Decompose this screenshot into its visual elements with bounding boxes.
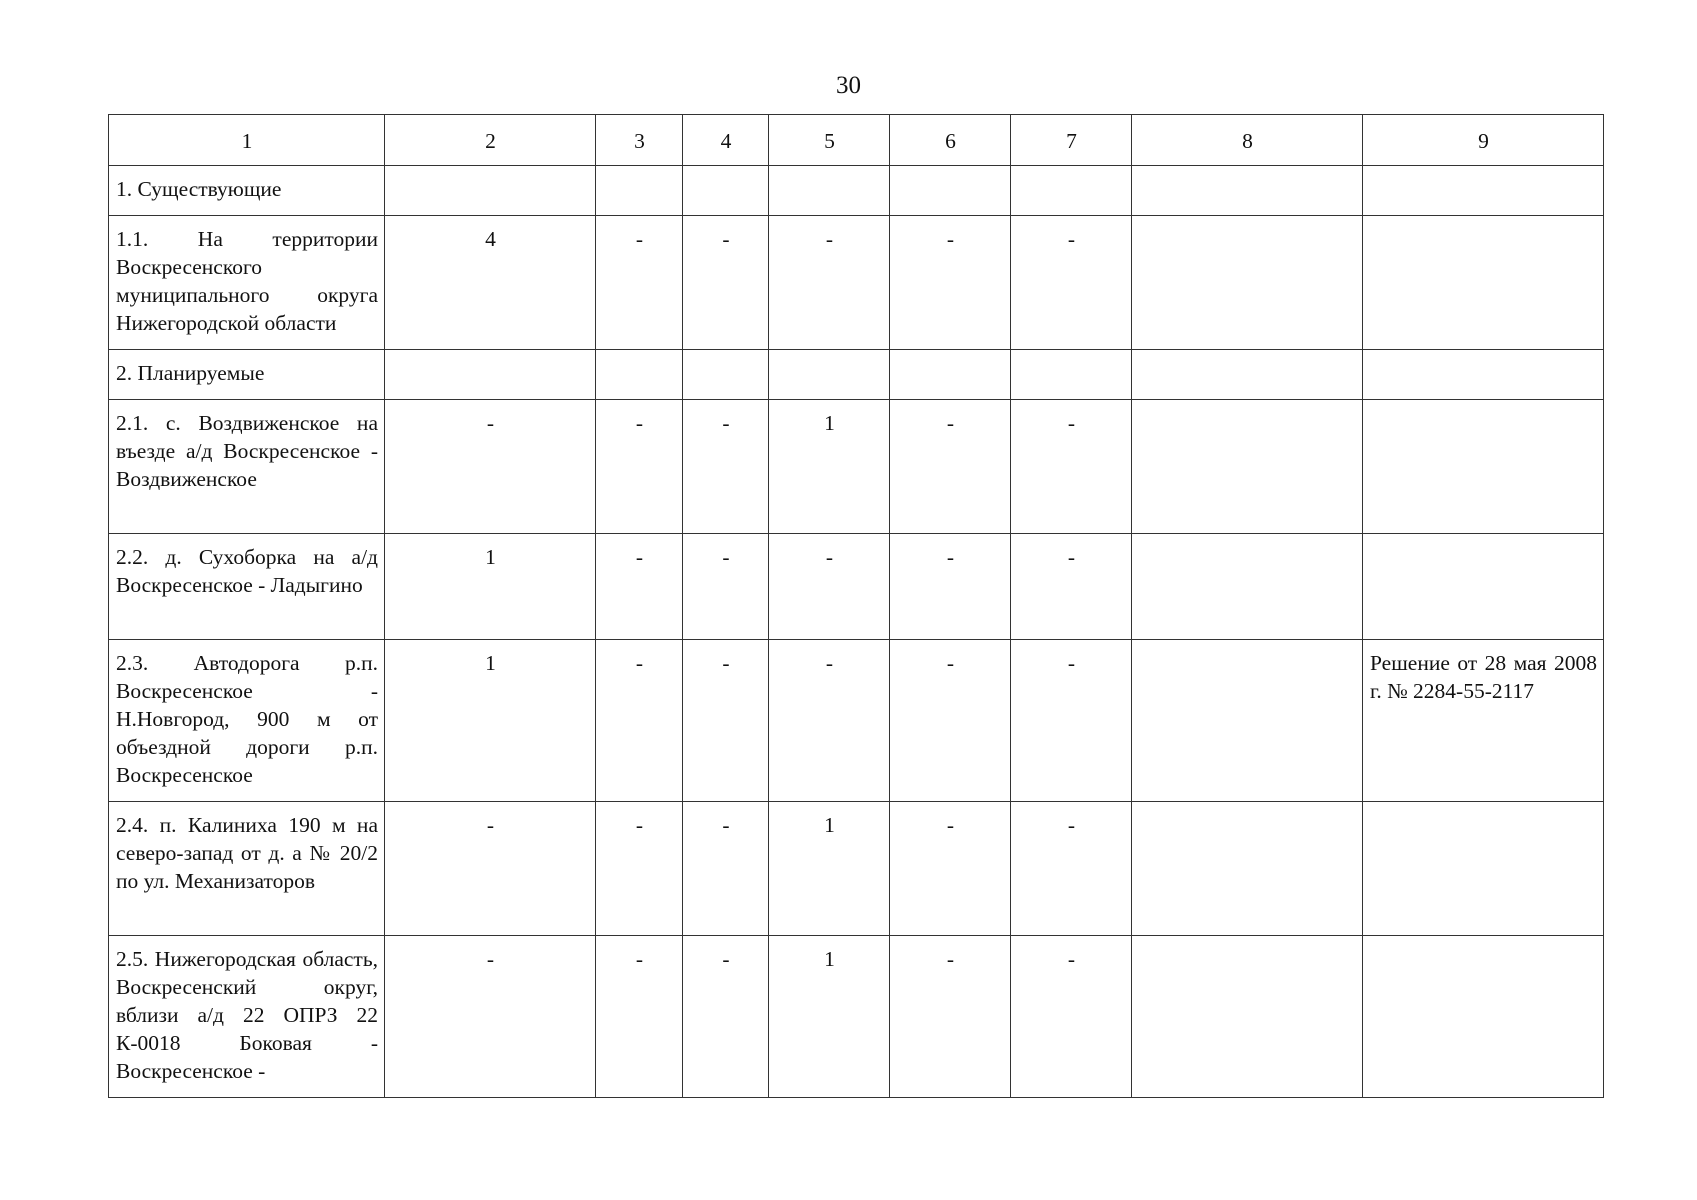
table-cell-col-9 — [1363, 802, 1604, 936]
table-cell-col-9 — [1363, 350, 1604, 400]
table-cell-col-4: - — [683, 216, 769, 350]
header-cell-4: 4 — [683, 115, 769, 166]
table-cell-col-8 — [1132, 802, 1363, 936]
header-cell-7: 7 — [1011, 115, 1132, 166]
table-row — [109, 640, 1604, 802]
table-cell-col-5 — [769, 350, 890, 400]
table-cell-col-5: 1 — [769, 936, 890, 1098]
table-cell-col-2: 1 — [385, 640, 596, 802]
table-cell-col-1: 2. Планируемые — [109, 350, 385, 400]
table-cell-col-2: 4 — [385, 216, 596, 350]
table-row — [109, 802, 1604, 936]
table-cell-col-1: 2.4. п. Калиниха 190 м на северо-запад от д. а № 20/2 по ул. Механизаторов — [109, 802, 385, 936]
table-cell-col-3: - — [596, 640, 683, 802]
page-number: 30 — [836, 72, 861, 99]
table-cell-col-7: - — [1011, 216, 1132, 350]
table-cell-col-3: - — [596, 216, 683, 350]
table-cell-col-5: - — [769, 640, 890, 802]
table-cell-col-8 — [1132, 936, 1363, 1098]
table-cell-col-3: - — [596, 400, 683, 534]
table-cell-col-8 — [1132, 216, 1363, 350]
header-cell-1: 1 — [109, 115, 385, 166]
table-cell-col-2: - — [385, 802, 596, 936]
table-cell-col-2: - — [385, 936, 596, 1098]
table-row — [109, 936, 1604, 1098]
table-cell-col-4 — [683, 350, 769, 400]
table-cell-col-6: - — [890, 534, 1011, 640]
table-cell-col-4: - — [683, 534, 769, 640]
table-cell-col-8 — [1132, 166, 1363, 216]
table-cell-col-4: - — [683, 936, 769, 1098]
table-cell-col-5: - — [769, 216, 890, 350]
header-cell-5: 5 — [769, 115, 890, 166]
table-cell-col-3: - — [596, 534, 683, 640]
table-cell-col-4 — [683, 166, 769, 216]
table-cell-col-6: - — [890, 640, 1011, 802]
table-cell-col-1: 2.5. Нижегородская область, Воскресенский округ, вблизи а/д 22 ОПРЗ 22 К-0018 Боковая - Воскресенское - — [109, 936, 385, 1098]
table-cell-col-9 — [1363, 216, 1604, 350]
table-cell-col-2 — [385, 166, 596, 216]
table-cell-col-1: 1.1. На территории Воскресенского муниципального округа Нижегородской области — [109, 216, 385, 350]
table-cell-col-2 — [385, 350, 596, 400]
table-row — [109, 166, 1604, 216]
table-cell-col-6 — [890, 350, 1011, 400]
header-cell-8: 8 — [1132, 115, 1363, 166]
table-cell-col-6: - — [890, 802, 1011, 936]
table-cell-col-8 — [1132, 640, 1363, 802]
table-cell-col-7: - — [1011, 534, 1132, 640]
table-cell-col-9: Решение от 28 мая 2008 г. № 2284-55-2117 — [1363, 640, 1604, 802]
table-cell-col-5: 1 — [769, 802, 890, 936]
table-cell-col-6 — [890, 166, 1011, 216]
table-cell-col-5: 1 — [769, 400, 890, 534]
table-cell-col-9 — [1363, 534, 1604, 640]
table-cell-col-2: 1 — [385, 534, 596, 640]
table-cell-col-9 — [1363, 166, 1604, 216]
table-cell-col-4: - — [683, 802, 769, 936]
table-cell-col-7 — [1011, 166, 1132, 216]
table-cell-col-5: - — [769, 534, 890, 640]
table-cell-col-1: 2.3. Автодорога р.п. Воскресенское - Н.Новгород, 900 м от объездной дороги р.п. Воскресенское — [109, 640, 385, 802]
table-cell-col-7 — [1011, 350, 1132, 400]
table-row — [109, 216, 1604, 350]
table-cell-col-7: - — [1011, 400, 1132, 534]
table-cell-col-5 — [769, 166, 890, 216]
table-cell-col-1: 2.2. д. Сухоборка на а/д Воскресенское - Ладыгино — [109, 534, 385, 640]
header-cell-2: 2 — [385, 115, 596, 166]
table-cell-col-3 — [596, 166, 683, 216]
table-cell-col-8 — [1132, 534, 1363, 640]
table-cell-col-6: - — [890, 936, 1011, 1098]
table-cell-col-3 — [596, 350, 683, 400]
table-cell-col-8 — [1132, 400, 1363, 534]
data-table — [108, 114, 1604, 1098]
table-cell-col-4: - — [683, 400, 769, 534]
table-body — [109, 115, 1604, 1098]
table-row — [109, 350, 1604, 400]
table-cell-col-7: - — [1011, 802, 1132, 936]
table-cell-col-9 — [1363, 936, 1604, 1098]
table-cell-col-1: 2.1. с. Воздвиженское на въезде а/д Воскресенское - Воздвиженское — [109, 400, 385, 534]
table-cell-col-1: 1. Существующие — [109, 166, 385, 216]
table-cell-col-8 — [1132, 350, 1363, 400]
header-cell-9: 9 — [1363, 115, 1604, 166]
table-row — [109, 534, 1604, 640]
table-cell-col-6: - — [890, 400, 1011, 534]
header-row — [109, 115, 1604, 166]
table-cell-col-7: - — [1011, 640, 1132, 802]
table-cell-col-7: - — [1011, 936, 1132, 1098]
table-cell-col-3: - — [596, 802, 683, 936]
header-cell-6: 6 — [890, 115, 1011, 166]
table-cell-col-3: - — [596, 936, 683, 1098]
table-cell-col-6: - — [890, 216, 1011, 350]
table-cell-col-9 — [1363, 400, 1604, 534]
table-row — [109, 400, 1604, 534]
table-cell-col-2: - — [385, 400, 596, 534]
header-cell-3: 3 — [596, 115, 683, 166]
table-cell-col-4: - — [683, 640, 769, 802]
